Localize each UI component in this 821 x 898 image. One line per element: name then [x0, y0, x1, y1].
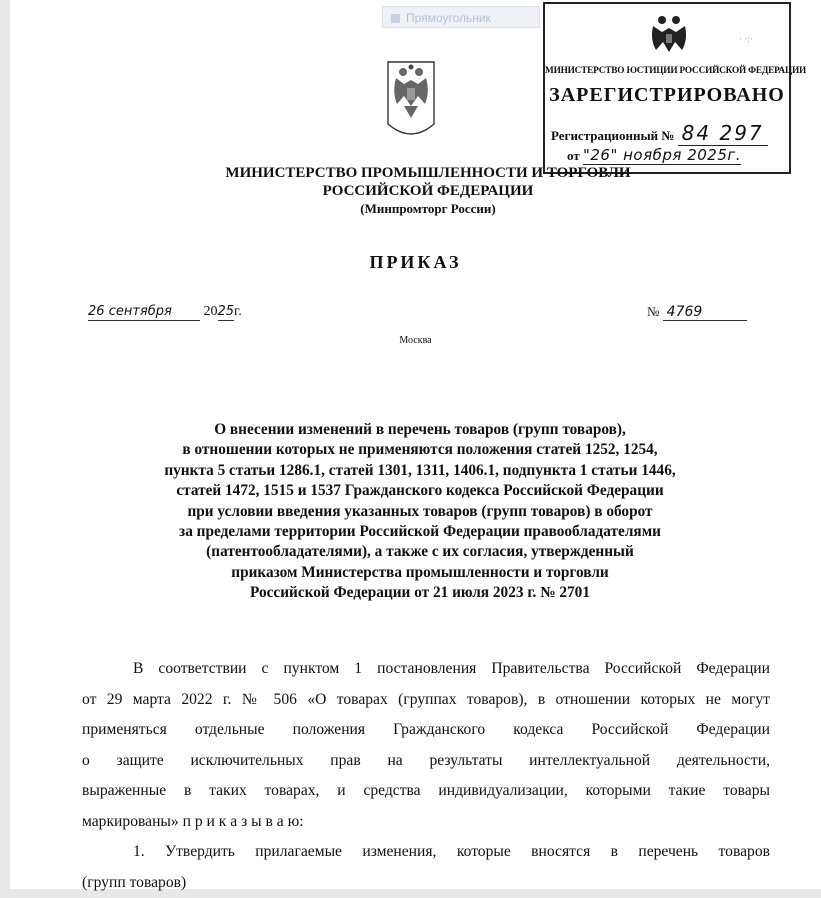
document-type: ПРИКАЗ — [369, 252, 462, 272]
body-line: применяться отдельные положения Гражданского кодекса Российской Федерации — [82, 721, 770, 738]
subject-line: (патентообладателями), а также с их согласия, утвержденный — [206, 543, 634, 561]
document-page — [10, 0, 821, 889]
subject-line: Российской Федерации от 21 июля 2023 г. № 2701 — [250, 584, 590, 602]
subject-line: за пределами территории Российской Федерации правообладателями — [179, 523, 661, 541]
stamp-registration — [551, 121, 768, 145]
body-line: о защите исключительных прав на результаты интеллектуальной деятельности, — [82, 751, 770, 769]
stamp-date-handwritten: "26" ноября 2025г. — [582, 146, 742, 164]
stamp-reg-label: Регистрационный № — [551, 128, 675, 143]
shape-tooltip — [382, 6, 540, 28]
body-line: (групп товаров) — [82, 873, 187, 891]
subject-line: в отношении которых не применяются положения статей 1252, 1254, — [182, 441, 658, 459]
stamp-ministry: МИНИСТЕРСТВО ЮСТИЦИИ РОССИЙСКОЙ ФЕДЕРАЦИИ — [545, 66, 807, 76]
order-subject — [100, 420, 740, 604]
ministry-short-name: (Минпромторг России) — [360, 201, 496, 216]
subject-line: О внесении изменений в перечень товаров (групп товаров), — [214, 421, 626, 438]
ministry-name-line1: МИНИСТЕРСТВО ПРОМЫШЛЕННОСТИ И ТОРГОВЛИ — [225, 165, 631, 181]
stamp-specks: · ·:· — [739, 34, 753, 44]
stamp-date — [567, 146, 741, 164]
order-date — [88, 304, 242, 321]
order-year-prefix: 20 — [203, 304, 218, 319]
order-place: Москва — [399, 335, 432, 346]
tooltip-label: Прямоугольник — [406, 11, 491, 25]
subject-line: пункта 5 статьи 1286.1, статей 1301, 1311, 1406.1, подпункта 1 статьи 1446, — [164, 461, 676, 479]
rectangle-icon — [391, 14, 400, 23]
order-number-handwritten: 4769 — [663, 304, 747, 321]
body-line: 1. Утвердить прилагаемые изменения, которые вносятся в перечень товаров — [133, 843, 770, 860]
stamp-reg-number: 84 297 — [678, 121, 768, 146]
coat-of-arms-emblem — [386, 58, 436, 146]
subject-line: при условии введения указанных товаров (групп товаров) в оборот — [187, 502, 653, 520]
order-number-prefix: № — [647, 304, 660, 319]
body-line: В соответствии с пунктом 1 постановления Правительства Российской Федерации — [133, 660, 770, 677]
ministry-name-line2: РОССИЙСКОЙ ФЕДЕРАЦИИ — [322, 183, 534, 199]
body-line: выраженные в таких товарах, и средства индивидуализации, которыми такие товары — [82, 782, 770, 799]
subject-line: приказом Министерства промышленности и торговли — [231, 563, 609, 581]
body-line: маркированы» п р и к а з ы в а ю: — [82, 812, 304, 830]
ministry-header — [198, 164, 658, 218]
stamp-emblem-icon — [649, 12, 689, 56]
stamp-date-prefix: от — [567, 148, 580, 163]
order-number — [647, 304, 747, 321]
order-body — [82, 654, 770, 891]
order-year-unit: г. — [234, 304, 242, 319]
stamp-title: ЗАРЕГИСТРИРОВАНО — [549, 84, 785, 106]
registration-stamp — [543, 2, 807, 174]
order-date-handwritten: 26 сентября — [88, 304, 200, 321]
subject-line: статей 1472, 1515 и 1537 Гражданского кодекса Российской Федерации — [176, 482, 664, 500]
body-line: от 29 марта 2022 г. № 506 «О товарах (группах товаров), в отношении которых не могут — [82, 690, 770, 708]
order-year-handwritten: 25 — [217, 304, 235, 319]
